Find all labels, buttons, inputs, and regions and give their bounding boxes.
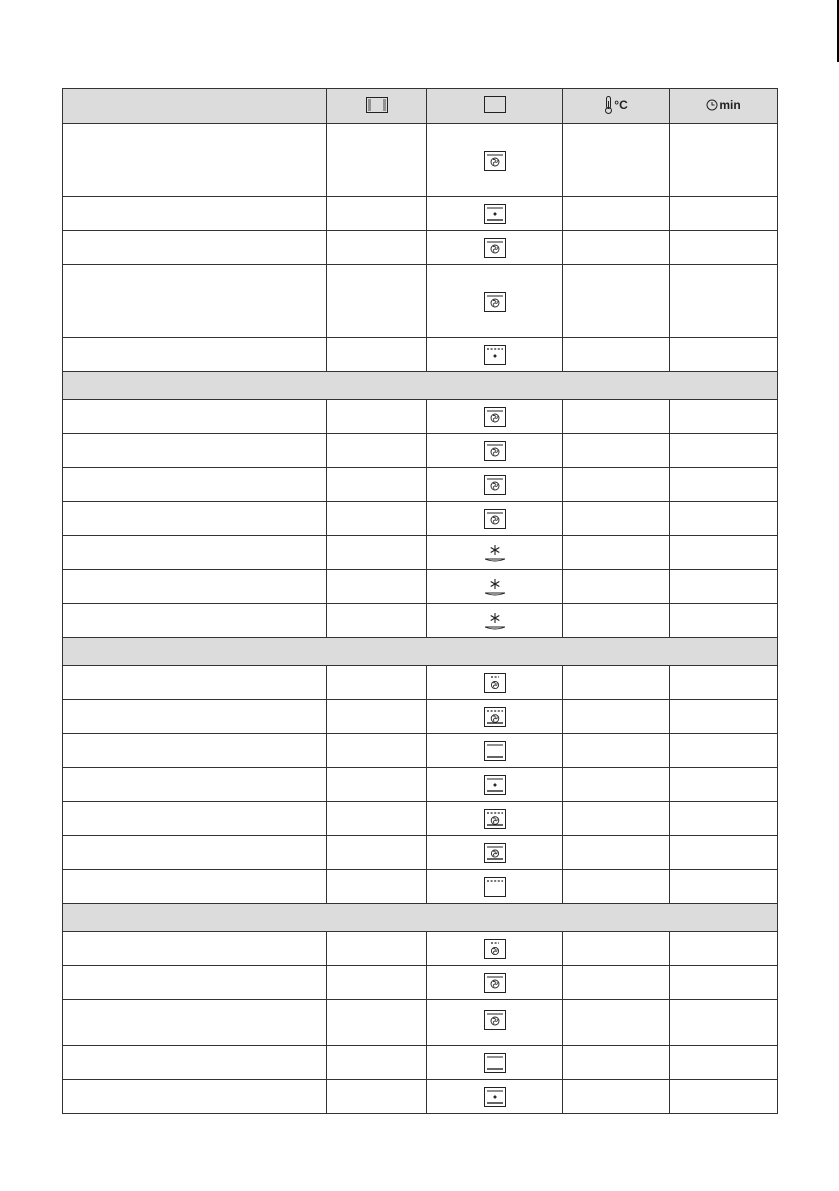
fan-oven-icon: [484, 441, 506, 466]
time-cell: [670, 400, 778, 434]
function-cell: [427, 966, 563, 1000]
temperature-cell: [563, 231, 670, 265]
function-cell: [427, 666, 563, 700]
fan-oven-icon: [484, 973, 506, 998]
food-cell: [63, 1046, 327, 1080]
time-cell: [670, 502, 778, 536]
header-time: [670, 89, 778, 124]
time-cell: [670, 734, 778, 768]
temperature-cell: [563, 434, 670, 468]
section-header-cell: [63, 638, 778, 666]
temperature-cell: [563, 1046, 670, 1080]
function-cell: [427, 734, 563, 768]
section-header-cell: [63, 904, 778, 932]
function-cell: [427, 400, 563, 434]
food-cell: [63, 802, 327, 836]
temperature-cell: [563, 400, 670, 434]
clock-icon: [706, 99, 718, 111]
table-body: [63, 124, 778, 1114]
time-cell: [670, 124, 778, 197]
temperature-cell: [563, 768, 670, 802]
function-cell: [427, 870, 563, 904]
temperature-cell: [563, 870, 670, 904]
table-row: [63, 231, 778, 265]
level-cell: [327, 870, 427, 904]
time-cell: [670, 870, 778, 904]
table-row: [63, 265, 778, 338]
table-header-row: [63, 89, 778, 124]
food-cell: [63, 966, 327, 1000]
time-cell: [670, 966, 778, 1000]
header-level: [327, 89, 427, 124]
level-cell: [327, 400, 427, 434]
level-cell: [327, 231, 427, 265]
food-cell: [63, 434, 327, 468]
level-cell: [327, 502, 427, 536]
food-cell: [63, 734, 327, 768]
table-row: [63, 870, 778, 904]
bottom-heat-fan-icon: [484, 775, 506, 800]
function-cell: [427, 1080, 563, 1114]
fan-oven-icon: [484, 407, 506, 432]
level-cell: [327, 802, 427, 836]
temperature-cell: [563, 966, 670, 1000]
time-cell: [670, 1080, 778, 1114]
time-cell: [670, 265, 778, 338]
temperature-cell: [563, 197, 670, 231]
level-cell: [327, 1000, 427, 1046]
time-cell: [670, 768, 778, 802]
bottom-heat-fan-icon: [484, 204, 506, 229]
temperature-cell: [563, 570, 670, 604]
full-grill-icon: [484, 877, 506, 902]
full-grill-fan-icon: [484, 707, 506, 732]
level-cell: [327, 338, 427, 372]
table-row: [63, 666, 778, 700]
full-grill-fan-icon: [484, 809, 506, 834]
food-cell: [63, 870, 327, 904]
temperature-cell: [563, 734, 670, 768]
time-cell: [670, 836, 778, 870]
food-cell: [63, 124, 327, 197]
food-cell: [63, 700, 327, 734]
time-cell: [670, 932, 778, 966]
level-cell: [327, 536, 427, 570]
food-cell: [63, 666, 327, 700]
fan-oven-icon: [484, 238, 506, 263]
time-cell: [670, 338, 778, 372]
header-function: [427, 89, 563, 124]
food-cell: [63, 231, 327, 265]
food-cell: [63, 932, 327, 966]
level-cell: [327, 836, 427, 870]
time-cell: [670, 197, 778, 231]
time-cell: [670, 1046, 778, 1080]
temperature-cell: [563, 700, 670, 734]
food-cell: [63, 468, 327, 502]
temperature-cell: [563, 802, 670, 836]
function-cell: [427, 265, 563, 338]
grill-fan-icon: [484, 939, 506, 964]
section-header-row: [63, 904, 778, 932]
level-cell: [327, 666, 427, 700]
time-cell: [670, 666, 778, 700]
temperature-cell: [563, 1080, 670, 1114]
fan-oven-icon: [484, 151, 506, 176]
table-row: [63, 536, 778, 570]
table-row: [63, 197, 778, 231]
table-row: [63, 734, 778, 768]
time-cell: [670, 700, 778, 734]
time-cell: [670, 604, 778, 638]
time-cell: [670, 570, 778, 604]
shelf-level-icon: [366, 97, 388, 113]
level-cell: [327, 700, 427, 734]
level-cell: [327, 434, 427, 468]
time-unit: min: [719, 98, 741, 112]
defrost-icon: [482, 577, 508, 602]
fan-oven-icon: [484, 475, 506, 500]
level-cell: [327, 966, 427, 1000]
oven-function-icon: [484, 96, 506, 113]
table-row: [63, 400, 778, 434]
table-row: [63, 124, 778, 197]
bottom-heat-fan-icon: [484, 1087, 506, 1112]
defrost-icon: [482, 543, 508, 568]
time-cell: [670, 536, 778, 570]
table-row: [63, 338, 778, 372]
level-cell: [327, 570, 427, 604]
function-cell: [427, 536, 563, 570]
food-cell: [63, 536, 327, 570]
function-cell: [427, 836, 563, 870]
table-row: [63, 802, 778, 836]
temperature-cell: [563, 502, 670, 536]
grill-fan-icon: [484, 673, 506, 698]
table-row: [63, 700, 778, 734]
conventional-heat-icon: [484, 1053, 506, 1078]
function-cell: [427, 570, 563, 604]
temperature-cell: [563, 338, 670, 372]
function-cell: [427, 768, 563, 802]
table-row: [63, 570, 778, 604]
level-cell: [327, 734, 427, 768]
table-row: [63, 468, 778, 502]
temperature-cell: [563, 932, 670, 966]
time-cell: [670, 468, 778, 502]
fan-oven-icon: [484, 292, 506, 317]
header-food: [63, 89, 327, 124]
temperature-cell: [563, 468, 670, 502]
time-cell: [670, 1000, 778, 1046]
level-cell: [327, 468, 427, 502]
temperature-cell: [563, 666, 670, 700]
function-cell: [427, 231, 563, 265]
level-cell: [327, 604, 427, 638]
time-cell: [670, 434, 778, 468]
food-cell: [63, 338, 327, 372]
function-cell: [427, 802, 563, 836]
food-cell: [63, 502, 327, 536]
table-row: [63, 932, 778, 966]
table-row: [63, 836, 778, 870]
table-row: [63, 768, 778, 802]
time-cell: [670, 802, 778, 836]
temperature-unit: °C: [614, 97, 628, 112]
table-row: [63, 604, 778, 638]
fan-oven-icon: [484, 509, 506, 534]
cooking-table: [62, 88, 778, 1114]
level-cell: [327, 265, 427, 338]
level-cell: [327, 1046, 427, 1080]
function-cell: [427, 502, 563, 536]
temperature-cell: [563, 536, 670, 570]
function-cell: [427, 1046, 563, 1080]
food-cell: [63, 570, 327, 604]
fan-oven-icon: [484, 1010, 506, 1035]
level-cell: [327, 768, 427, 802]
bottom-heat-icon: [484, 741, 506, 766]
level-cell: [327, 124, 427, 197]
level-cell: [327, 197, 427, 231]
thermometer-icon: [604, 96, 613, 114]
defrost-icon: [482, 611, 508, 636]
food-cell: [63, 1080, 327, 1114]
header-temperature: [563, 89, 670, 124]
top-heat-fan-icon: [484, 345, 506, 370]
function-cell: [427, 1000, 563, 1046]
level-cell: [327, 1080, 427, 1114]
section-header-cell: [63, 372, 778, 400]
table-row: [63, 966, 778, 1000]
temperature-cell: [563, 1000, 670, 1046]
table-row: [63, 1000, 778, 1046]
fan-bottom-heat-icon: [484, 843, 506, 868]
level-cell: [327, 932, 427, 966]
food-cell: [63, 836, 327, 870]
food-cell: [63, 604, 327, 638]
temperature-cell: [563, 604, 670, 638]
table-row: [63, 1080, 778, 1114]
section-header-row: [63, 372, 778, 400]
function-cell: [427, 338, 563, 372]
function-cell: [427, 604, 563, 638]
food-cell: [63, 265, 327, 338]
function-cell: [427, 434, 563, 468]
table-row: [63, 434, 778, 468]
food-cell: [63, 1000, 327, 1046]
section-header-row: [63, 638, 778, 666]
function-cell: [427, 124, 563, 197]
function-cell: [427, 700, 563, 734]
food-cell: [63, 400, 327, 434]
time-cell: [670, 231, 778, 265]
temperature-cell: [563, 265, 670, 338]
table-row: [63, 1046, 778, 1080]
table-row: [63, 502, 778, 536]
function-cell: [427, 468, 563, 502]
function-cell: [427, 197, 563, 231]
function-cell: [427, 932, 563, 966]
temperature-cell: [563, 836, 670, 870]
temperature-cell: [563, 124, 670, 197]
food-cell: [63, 197, 327, 231]
food-cell: [63, 768, 327, 802]
